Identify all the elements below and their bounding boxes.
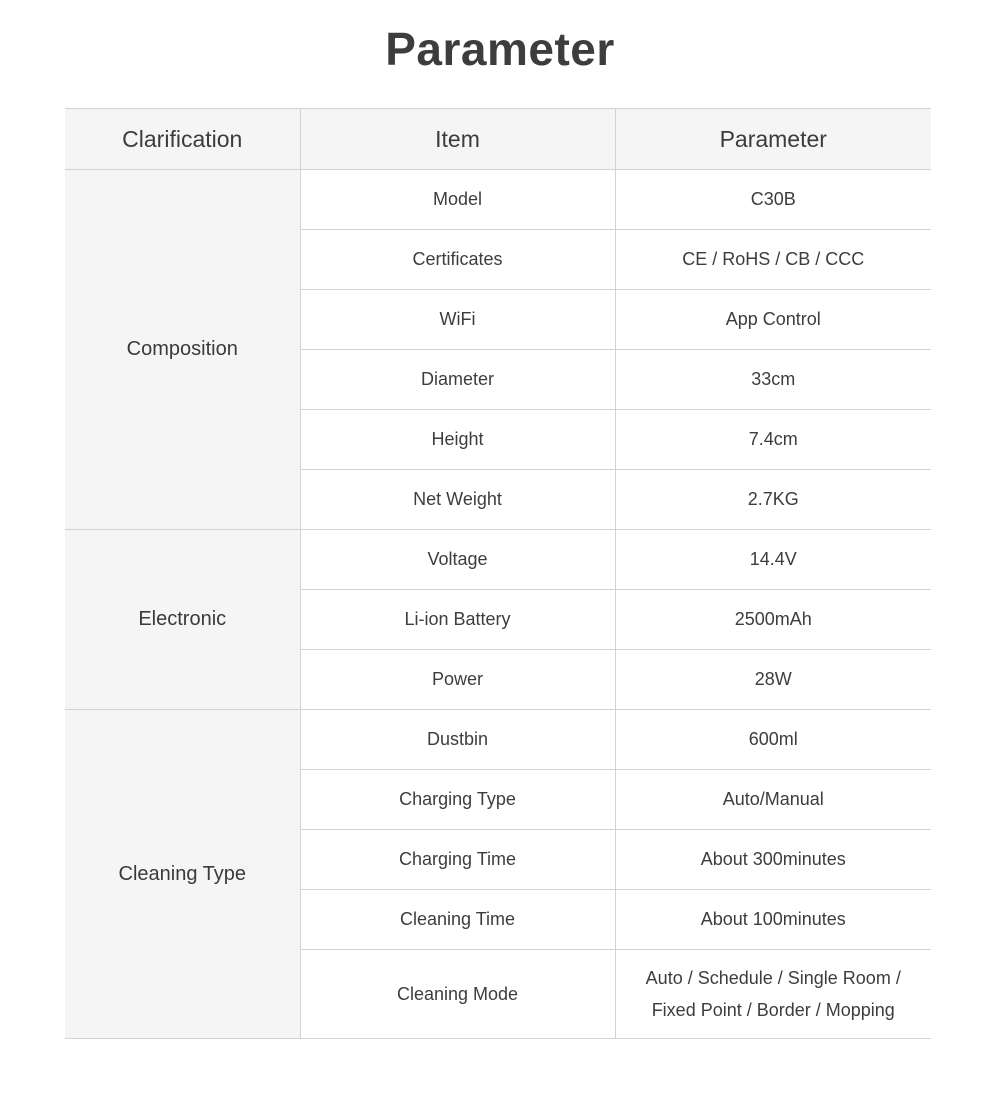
table-row [65, 530, 931, 590]
value-cell: About 300minutes [615, 830, 931, 890]
value-cell: 2.7KG [615, 470, 931, 530]
header-clarification: Clarification [65, 109, 300, 170]
value-cell: 7.4cm [615, 410, 931, 470]
parameter-table [65, 108, 931, 1039]
item-cell: Dustbin [300, 710, 615, 770]
value-cell: App Control [615, 290, 931, 350]
header-parameter: Parameter [615, 109, 931, 170]
value-cell: Auto/Manual [615, 770, 931, 830]
item-cell: Li-ion Battery [300, 590, 615, 650]
item-cell: Diameter [300, 350, 615, 410]
item-cell: WiFi [300, 290, 615, 350]
item-cell: Cleaning Time [300, 890, 615, 950]
table-header-row [65, 109, 931, 170]
item-cell: Net Weight [300, 470, 615, 530]
value-cell: 28W [615, 650, 931, 710]
group-electronic: Electronic [65, 530, 300, 710]
item-cell: Charging Time [300, 830, 615, 890]
table-row [65, 170, 931, 230]
value-cell-multiline [615, 950, 931, 1039]
page-title: Parameter [385, 23, 615, 75]
value-cell: About 100minutes [615, 890, 931, 950]
value-cell: 14.4V [615, 530, 931, 590]
item-cell: Voltage [300, 530, 615, 590]
value-line: Fixed Point / Border / Mopping [651, 1000, 895, 1020]
value-cell: 33cm [615, 350, 931, 410]
item-cell: Certificates [300, 230, 615, 290]
value-cell: 2500mAh [615, 590, 931, 650]
group-composition: Composition [65, 170, 300, 530]
value-cell: C30B [615, 170, 931, 230]
item-cell: Height [300, 410, 615, 470]
value-cell: CE / RoHS / CB / CCC [615, 230, 931, 290]
item-cell: Model [300, 170, 615, 230]
table-row [65, 710, 931, 770]
item-cell: Charging Type [300, 770, 615, 830]
value-line: Auto / Schedule / Single Room / [645, 968, 901, 988]
item-cell: Cleaning Mode [300, 950, 615, 1039]
item-cell: Power [300, 650, 615, 710]
group-cleaning-type: Cleaning Type [65, 710, 300, 1039]
value-cell: 600ml [615, 710, 931, 770]
header-item: Item [300, 109, 615, 170]
